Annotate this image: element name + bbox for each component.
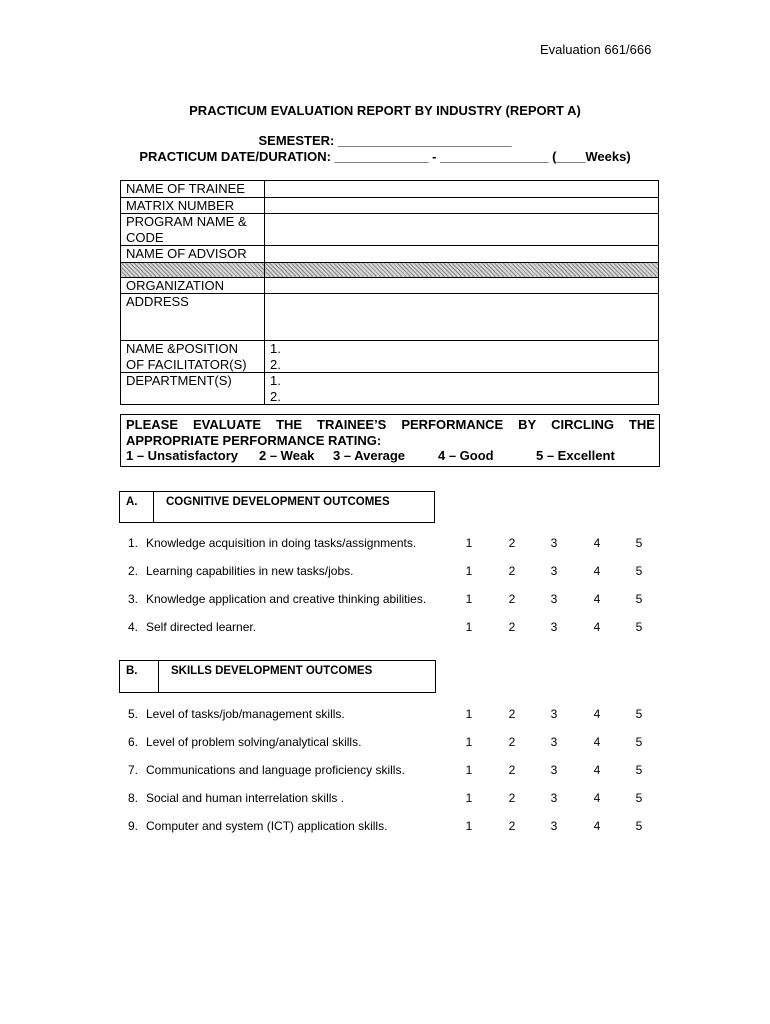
department-slot-2: 2. xyxy=(270,388,281,404)
rating-option-4[interactable]: 4 xyxy=(593,735,601,749)
program-label-line-1: PROGRAM NAME & xyxy=(126,214,247,229)
instruction-word: PERFORMANCE xyxy=(401,417,504,432)
rating-option-3[interactable]: 3 xyxy=(550,707,558,721)
department-field[interactable] xyxy=(265,373,659,405)
department-label: DEPARTMENT(S) xyxy=(121,373,265,405)
rating-option-2[interactable]: 2 xyxy=(508,564,516,578)
rating-option-1[interactable]: 1 xyxy=(465,592,473,606)
rating-option-3[interactable]: 3 xyxy=(550,536,558,550)
question-item-2: 2. Learning capabilities in new tasks/jobs. xyxy=(128,564,354,578)
rating-option-4[interactable]: 4 xyxy=(593,791,601,805)
facilitator-slot-2: 2. xyxy=(270,356,281,372)
facilitator-label-line-1: NAME &POSITION xyxy=(126,341,238,356)
instruction-line-1 xyxy=(126,417,655,433)
facilitator-label-line-2: OF FACILITATOR(S) xyxy=(126,356,247,372)
rating-option-4[interactable]: 4 xyxy=(593,592,601,606)
department-slot-1: 1. xyxy=(270,373,281,388)
rating-option-2[interactable]: 2 xyxy=(508,592,516,606)
duration-line: PRACTICUM DATE/DURATION: _____________ - _______________ (____Weeks) xyxy=(139,149,631,164)
rating-option-1[interactable]: 1 xyxy=(465,564,473,578)
rating-option-2[interactable]: 2 xyxy=(508,620,516,634)
rating-option-5[interactable]: 5 xyxy=(635,763,643,777)
question-item-7: 7. Communications and language proficiency skills. xyxy=(128,763,405,777)
rating-option-4[interactable]: 4 xyxy=(593,763,601,777)
facilitator-label xyxy=(121,341,265,373)
rating-option-5[interactable]: 5 xyxy=(635,707,643,721)
rating-option-2[interactable]: 2 xyxy=(508,819,516,833)
question-item-5: 5. Level of tasks/job/management skills. xyxy=(128,707,345,721)
rating-option-1[interactable]: 1 xyxy=(465,819,473,833)
question-item-9: 9. Computer and system (ICT) application skills. xyxy=(128,819,388,833)
instruction-word: TRAINEE’S xyxy=(317,417,387,432)
rating-option-3[interactable]: 3 xyxy=(550,791,558,805)
section-b-header xyxy=(119,660,436,693)
matrix-label: MATRIX NUMBER xyxy=(121,197,265,214)
program-label-line-2: CODE xyxy=(126,229,164,245)
instruction-word: BY xyxy=(518,417,537,432)
rating-legend-5: 5 – Excellent xyxy=(536,448,615,463)
organization-label: ORGANIZATION xyxy=(121,277,265,294)
section-a-heading: COGNITIVE DEVELOPMENT OUTCOMES xyxy=(166,496,390,508)
advisor-label: NAME OF ADVISOR xyxy=(121,246,265,263)
page-title: PRACTICUM EVALUATION REPORT BY INDUSTRY (REPORT A) xyxy=(189,103,581,118)
rating-legend-2: 2 – Weak xyxy=(259,448,315,463)
address-field[interactable] xyxy=(265,294,659,341)
rating-option-1[interactable]: 1 xyxy=(465,707,473,721)
rating-option-5[interactable]: 5 xyxy=(635,564,643,578)
instruction-word: PLEASE xyxy=(126,417,179,432)
facilitator-slot-1: 1. xyxy=(270,341,281,356)
rating-option-5[interactable]: 5 xyxy=(635,536,643,550)
question-item-8: 8. Social and human interrelation skills . xyxy=(128,791,345,805)
shaded-cell xyxy=(121,262,265,277)
rating-option-4[interactable]: 4 xyxy=(593,564,601,578)
trainee-field[interactable] xyxy=(265,181,659,198)
rating-option-5[interactable]: 5 xyxy=(635,620,643,634)
rating-option-5[interactable]: 5 xyxy=(635,791,643,805)
rating-option-4[interactable]: 4 xyxy=(593,620,601,634)
rating-option-2[interactable]: 2 xyxy=(508,763,516,777)
advisor-field[interactable] xyxy=(265,246,659,263)
instruction-word: CIRCLING xyxy=(551,417,614,432)
rating-option-3[interactable]: 3 xyxy=(550,620,558,634)
question-item-1: 1. Knowledge acquisition in doing tasks/assignments. xyxy=(128,536,417,550)
shaded-separator-row xyxy=(121,262,659,277)
semester-line: SEMESTER: ________________________ xyxy=(258,133,512,148)
program-field[interactable] xyxy=(265,214,659,246)
question-item-3: 3. Knowledge application and creative thinking abilities. xyxy=(128,592,427,606)
rating-legend-1: 1 – Unsatisfactory xyxy=(126,448,238,463)
rating-legend-3: 3 – Average xyxy=(333,448,406,463)
trainee-label: NAME OF TRAINEE xyxy=(121,181,265,198)
instruction-word: THE xyxy=(276,417,303,432)
rating-option-3[interactable]: 3 xyxy=(550,819,558,833)
rating-legend-4: 4 – Good xyxy=(438,448,494,463)
evaluation-instructions xyxy=(120,414,660,467)
instruction-word: THE xyxy=(628,417,655,432)
rating-option-1[interactable]: 1 xyxy=(465,791,473,805)
rating-option-2[interactable]: 2 xyxy=(508,707,516,721)
rating-option-3[interactable]: 3 xyxy=(550,735,558,749)
address-label: ADDRESS xyxy=(121,294,265,341)
instruction-word: EVALUATE xyxy=(192,417,262,432)
section-a-letter: A. xyxy=(126,496,138,508)
instruction-line-2: APPROPRIATE PERFORMANCE RATING: xyxy=(126,432,382,448)
matrix-field[interactable] xyxy=(265,197,659,214)
rating-option-3[interactable]: 3 xyxy=(550,564,558,578)
trainee-info-table xyxy=(120,180,659,405)
rating-option-3[interactable]: 3 xyxy=(550,763,558,777)
section-a-header xyxy=(119,491,435,523)
question-item-6: 6. Level of problem solving/analytical skills. xyxy=(128,735,362,749)
rating-legend xyxy=(126,448,655,464)
program-label xyxy=(121,214,265,246)
rating-option-1[interactable]: 1 xyxy=(465,536,473,550)
rating-option-2[interactable]: 2 xyxy=(508,536,516,550)
rating-option-5[interactable]: 5 xyxy=(635,819,643,833)
section-divider xyxy=(153,492,154,522)
organization-field[interactable] xyxy=(265,277,659,294)
rating-option-4[interactable]: 4 xyxy=(593,536,601,550)
rating-option-1[interactable]: 1 xyxy=(465,763,473,777)
section-b-letter: B. xyxy=(126,665,138,677)
rating-option-5[interactable]: 5 xyxy=(635,735,643,749)
rating-option-3[interactable]: 3 xyxy=(550,592,558,606)
rating-option-1[interactable]: 1 xyxy=(465,620,473,634)
rating-option-4[interactable]: 4 xyxy=(593,819,601,833)
section-divider xyxy=(158,661,159,692)
evaluation-code: Evaluation 661/666 xyxy=(540,42,652,57)
rating-option-4[interactable]: 4 xyxy=(593,707,601,721)
rating-option-2[interactable]: 2 xyxy=(508,735,516,749)
section-b-heading: SKILLS DEVELOPMENT OUTCOMES xyxy=(171,665,373,677)
rating-option-1[interactable]: 1 xyxy=(465,735,473,749)
shaded-cell xyxy=(265,262,659,277)
rating-option-2[interactable]: 2 xyxy=(508,791,516,805)
facilitator-field[interactable] xyxy=(265,341,659,373)
rating-option-5[interactable]: 5 xyxy=(635,592,643,606)
question-item-4: 4. Self directed learner. xyxy=(128,620,257,634)
